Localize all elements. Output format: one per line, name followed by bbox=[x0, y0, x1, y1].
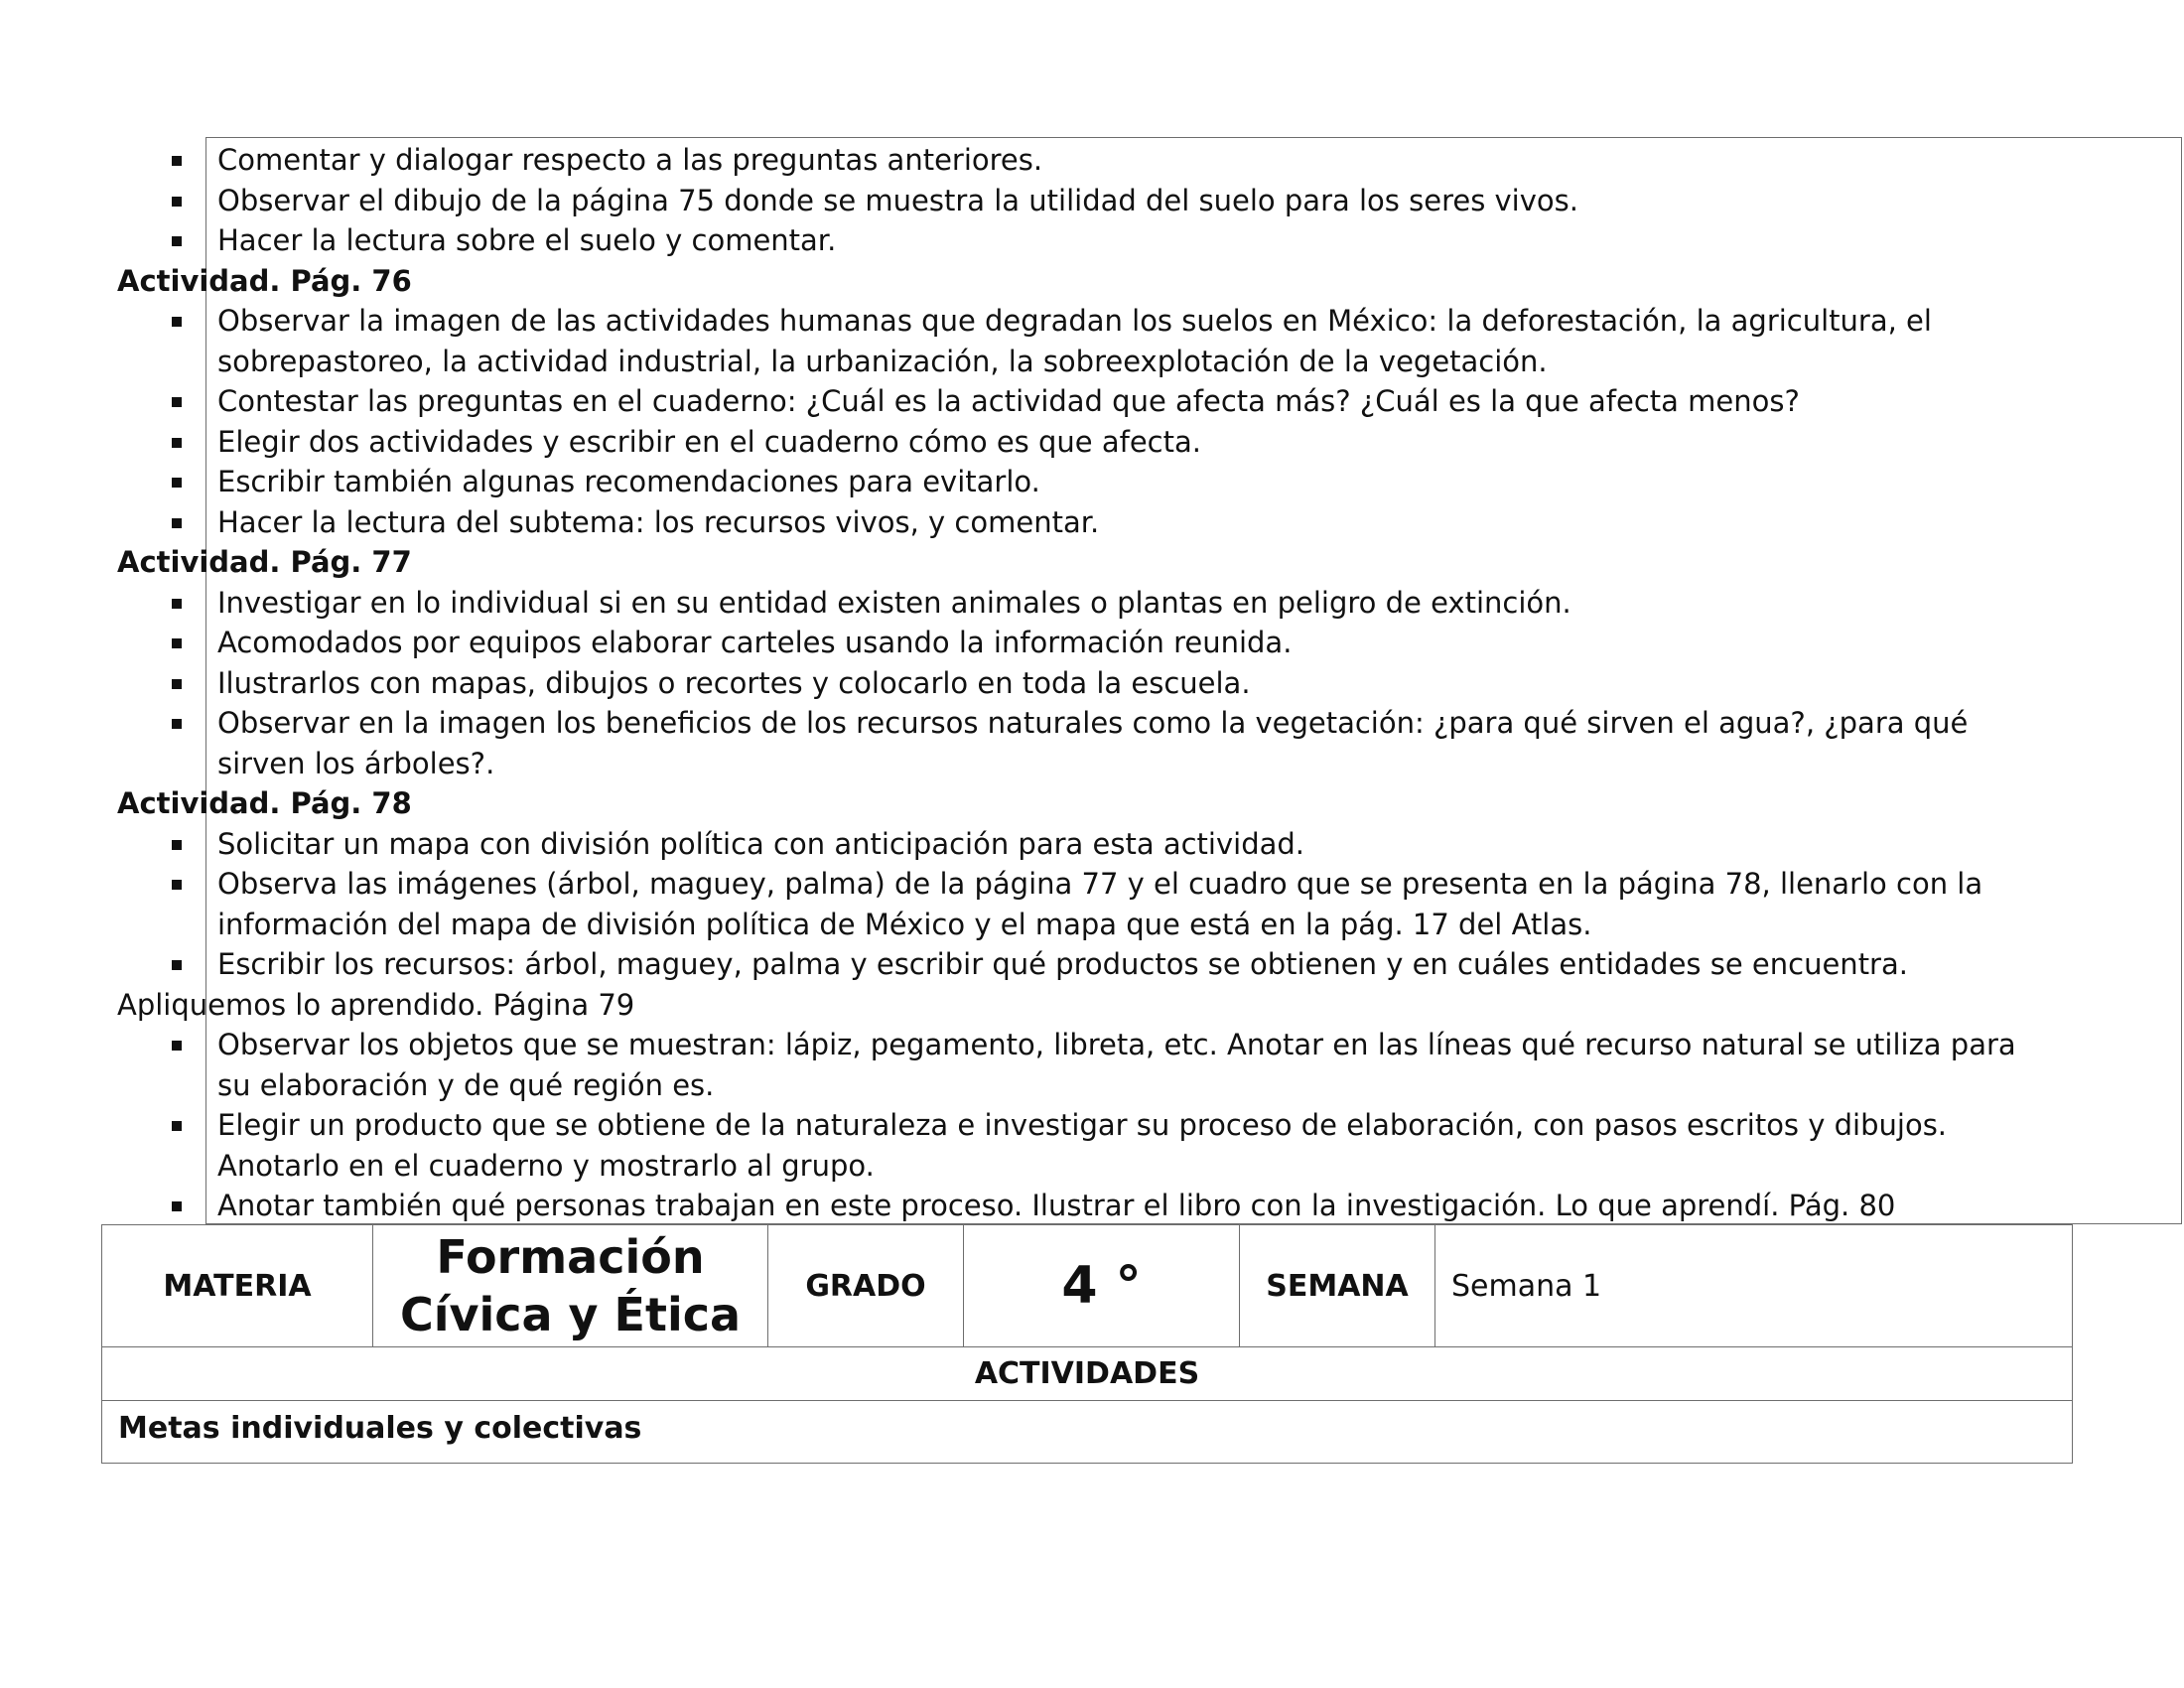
list-item: Anotar también qué personas trabajan en este proceso. Ilustrar el libro con la investigación. Lo que aprendí. Pág. 80 bbox=[217, 1189, 1896, 1222]
list-item-continuation: sirven los árboles?. bbox=[217, 746, 495, 780]
semana-value: Semana 1 bbox=[1435, 1225, 2073, 1347]
bullet-square-icon bbox=[172, 478, 182, 488]
bullet-square-icon bbox=[172, 317, 182, 327]
list-item: Elegir dos actividades y escribir en el cuaderno cómo es que afecta. bbox=[217, 424, 1201, 459]
section-heading: Actividad. Pág. 78 bbox=[117, 786, 412, 820]
list-item: Escribir los recursos: árbol, maguey, palma y escribir qué productos se obtienen y en cuáles entidades se encuentra. bbox=[217, 947, 1908, 981]
list-item: Acomodados por equipos elaborar carteles usando la información reunida. bbox=[217, 626, 1293, 659]
section-heading: Apliquemos lo aprendido. Página 79 bbox=[117, 987, 635, 1022]
grado-value: 4 ° bbox=[964, 1225, 1240, 1347]
subject-name-line-2: Cívica y Ética bbox=[399, 1288, 742, 1341]
subject-name-line-1: Formación bbox=[436, 1230, 705, 1284]
bullet-square-icon bbox=[172, 960, 182, 970]
theme-row bbox=[102, 1401, 2073, 1464]
bullet-square-icon bbox=[172, 840, 182, 850]
bullet-square-icon bbox=[172, 719, 182, 729]
actividades-row bbox=[102, 1347, 2073, 1401]
list-item-continuation: su elaboración y de qué región es. bbox=[217, 1067, 715, 1102]
list-item-continuation: Anotarlo en el cuaderno y mostrarlo al grupo. bbox=[217, 1148, 875, 1183]
list-item: Elegir un producto que se obtiene de la naturaleza e investigar su proceso de elaboración, con pasos escritos y dibujos. bbox=[217, 1108, 1948, 1142]
bullet-square-icon bbox=[172, 1041, 182, 1051]
section-heading: Actividad. Pág. 77 bbox=[117, 545, 412, 579]
actividades-heading: ACTIVIDADES bbox=[102, 1347, 2073, 1401]
bullet-square-icon bbox=[172, 438, 182, 448]
list-item: Ilustrarlos con mapas, dibujos o recortes y colocarlo en toda la escuela. bbox=[217, 665, 1251, 700]
bullet-square-icon bbox=[172, 397, 182, 407]
bullet-square-icon bbox=[172, 1121, 182, 1131]
subject-name bbox=[373, 1225, 768, 1347]
grado-label: GRADO bbox=[768, 1225, 964, 1347]
section-heading: Actividad. Pág. 76 bbox=[117, 263, 412, 298]
bullet-square-icon bbox=[172, 156, 182, 166]
bullet-square-icon bbox=[172, 880, 182, 890]
bullet-square-icon bbox=[172, 197, 182, 207]
theme-title: Metas individuales y colectivas bbox=[102, 1401, 2073, 1464]
bullet-square-icon bbox=[172, 599, 182, 609]
list-item-continuation: información del mapa de división política de México y el mapa que está en la pág. 17 del Atlas. bbox=[217, 907, 1592, 941]
list-item: Comentar y dialogar respecto a las preguntas anteriores. bbox=[217, 143, 1043, 177]
subject-header-row bbox=[102, 1225, 2073, 1347]
list-item: Observar la imagen de las actividades humanas que degradan los suelos en México: la deforestación, la agricultura, el bbox=[217, 304, 1932, 338]
bullet-square-icon bbox=[172, 638, 182, 648]
list-item-continuation: sobrepastoreo, la actividad industrial, la urbanización, la sobreexplotación de la vegetación. bbox=[217, 344, 1548, 378]
semana-label: SEMANA bbox=[1240, 1225, 1435, 1347]
list-item: Observar los objetos que se muestran: lápiz, pegamento, libreta, etc. Anotar en las líneas qué recurso natural se utiliza para bbox=[217, 1028, 2016, 1061]
list-item: Observa las imágenes (árbol, maguey, palma) de la página 77 y el cuadro que se presenta en la página 78, llenarlo con la bbox=[217, 867, 1983, 901]
list-item: Observar el dibujo de la página 75 donde se muestra la utilidad del suelo para los seres vivos. bbox=[217, 183, 1578, 217]
bullet-square-icon bbox=[172, 1201, 182, 1211]
list-item: Investigar en lo individual si en su entidad existen animales o plantas en peligro de extinción. bbox=[217, 585, 1571, 620]
list-item: Hacer la lectura del subtema: los recursos vivos, y comentar. bbox=[217, 504, 1100, 539]
bullet-square-icon bbox=[172, 518, 182, 528]
list-item: Escribir también algunas recomendaciones para evitarlo. bbox=[217, 465, 1040, 498]
list-item: Observar en la imagen los beneficios de los recursos naturales como la vegetación: ¿para qué sirven el agua?, ¿para qué bbox=[217, 706, 1969, 740]
materia-label: MATERIA bbox=[102, 1225, 373, 1347]
subject-header-table bbox=[101, 1224, 2073, 1464]
bullet-square-icon bbox=[172, 236, 182, 246]
list-item: Contestar las preguntas en el cuaderno: ¿Cuál es la actividad que afecta más? ¿Cuál es la que afecta menos? bbox=[217, 384, 1800, 418]
bullet-square-icon bbox=[172, 679, 182, 689]
list-item: Hacer la lectura sobre el suelo y comentar. bbox=[217, 223, 837, 257]
list-item: Solicitar un mapa con división política con anticipación para esta actividad. bbox=[217, 826, 1305, 861]
